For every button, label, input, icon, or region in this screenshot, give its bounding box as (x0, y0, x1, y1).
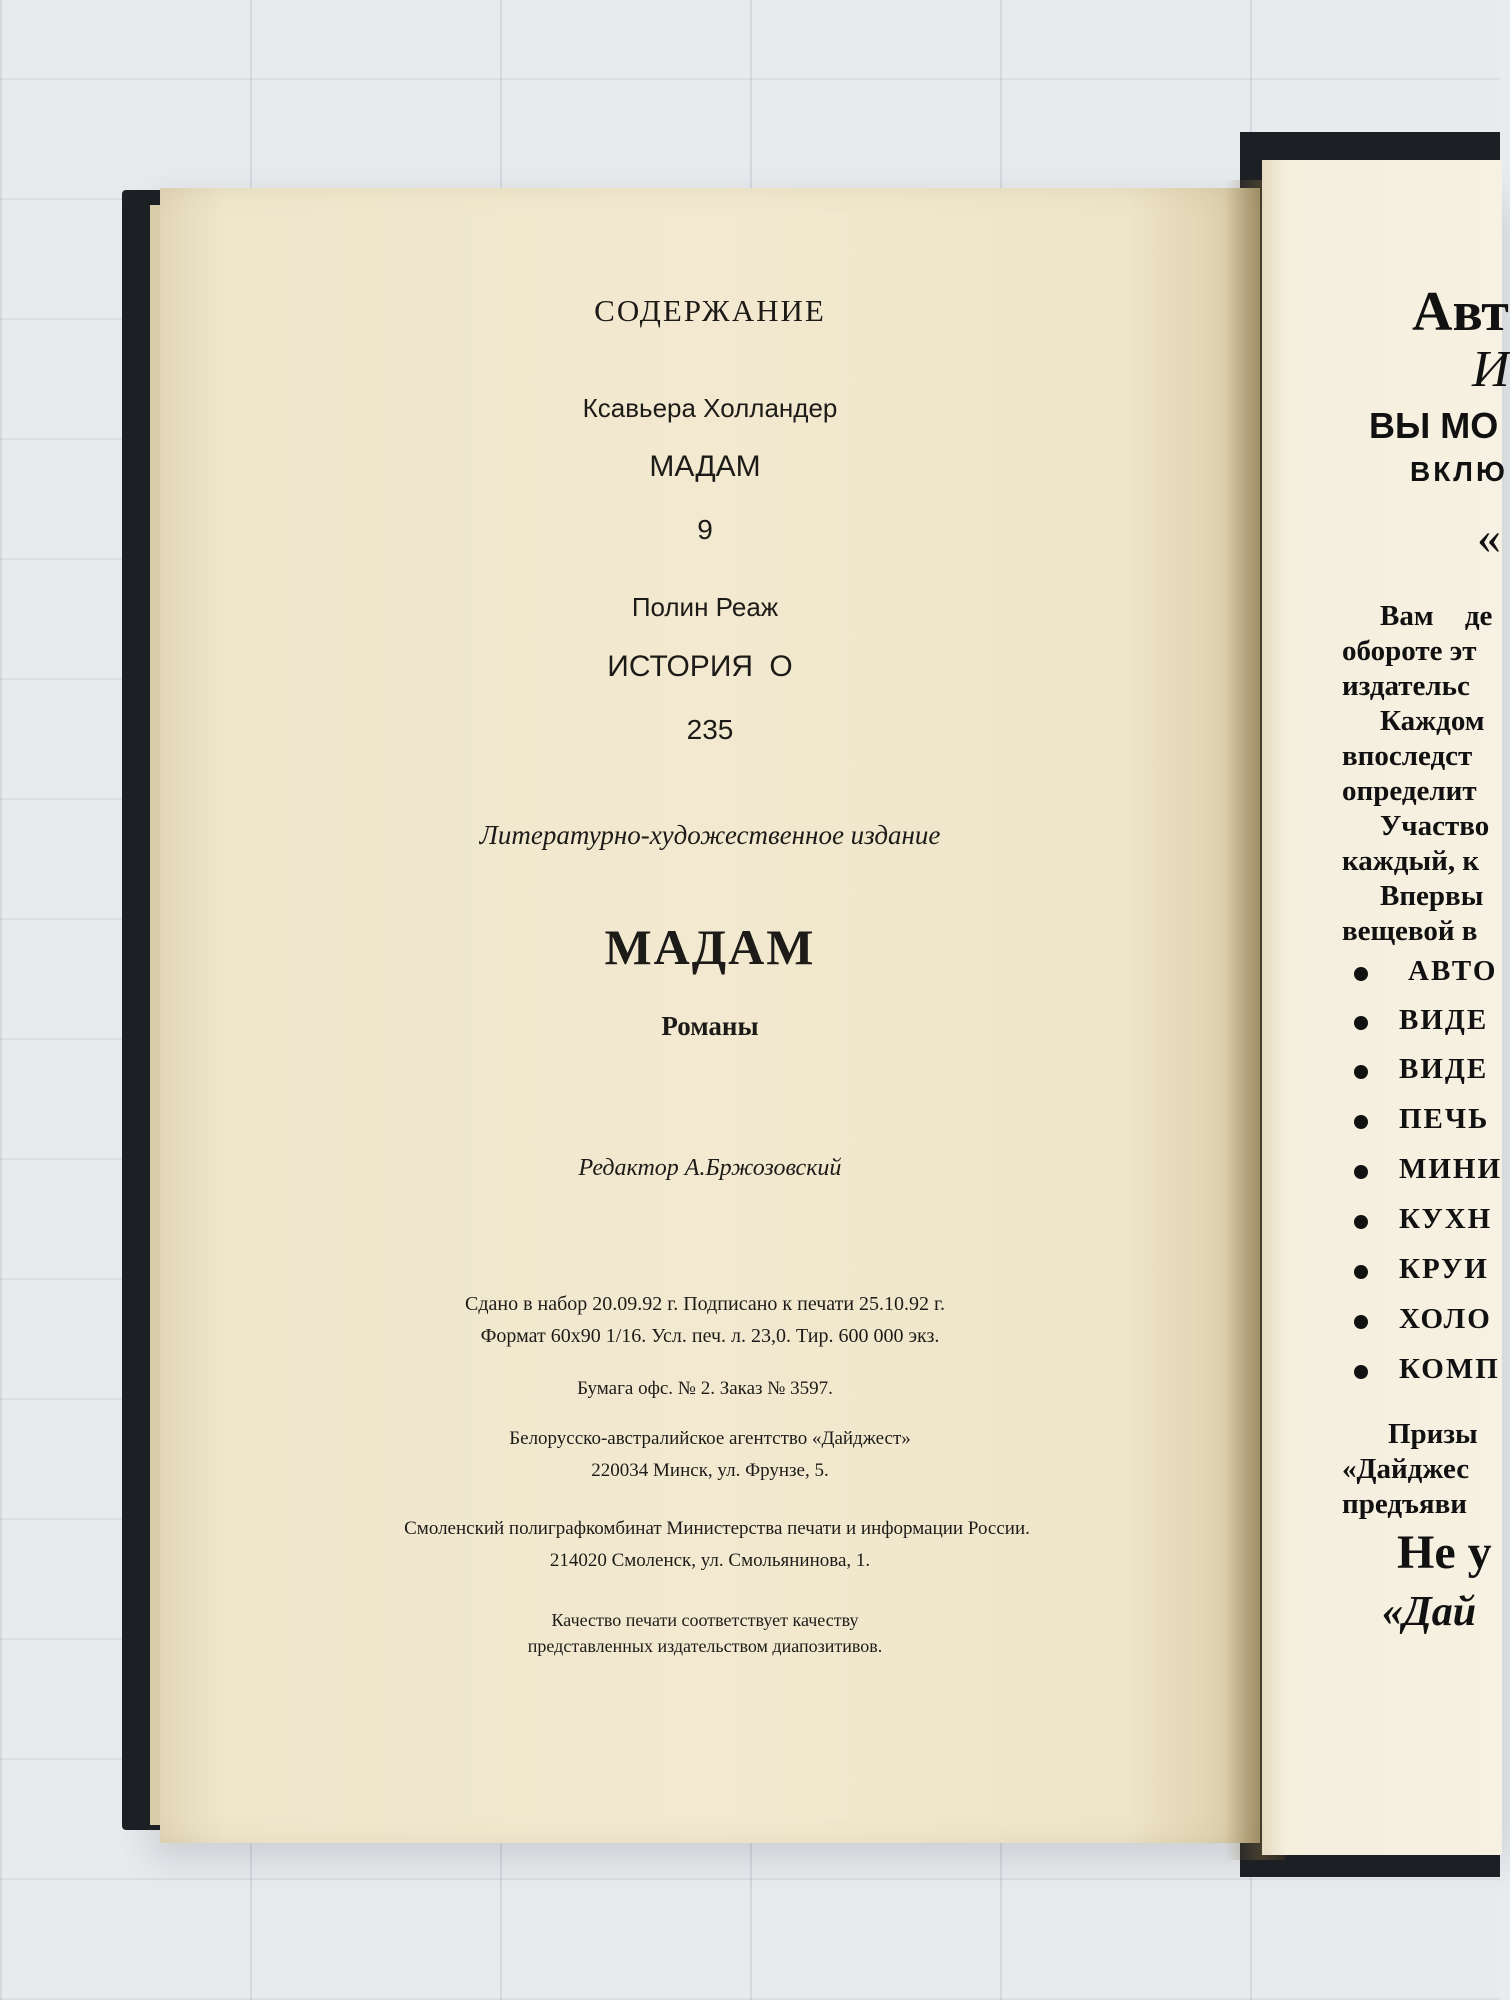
right-para-4a: Впервы (1380, 880, 1484, 912)
right-heading-2: И (1472, 341, 1510, 398)
right-slogan-2: «Дай (1382, 1589, 1477, 1635)
right-para-4b: вещевой в (1342, 915, 1478, 947)
bullet-item: АВТО (1408, 955, 1498, 987)
quality-line-2: представленных издательством диапозитивов. (527, 1636, 883, 1656)
bullet-dot (1354, 1165, 1368, 1179)
right-heading-1: Авт (1412, 281, 1509, 343)
bullet-dot (1354, 1016, 1368, 1030)
bullet-item: МИНИ (1399, 1153, 1503, 1185)
right-para-3a: Участво (1380, 810, 1490, 842)
book-subtitle: Романы (661, 1011, 759, 1041)
quality-line-1: Качество печати соответствует качеству (551, 1610, 859, 1630)
bullet-item: ВИДЕ (1399, 1004, 1489, 1036)
publisher-line-1: Белорусско-австралийское агентство «Дайджест» (509, 1428, 911, 1449)
right-para-5a: Призы (1388, 1418, 1478, 1450)
imprint-line-3: Бумага офс. № 2. Заказ № 3597. (577, 1378, 833, 1399)
contents-author-1: Ксавьера Холландер (582, 393, 838, 423)
contents-heading: СОДЕРЖАНИЕ (594, 293, 826, 328)
printer-line-1: Смоленский полиграфкомбинат Министерства печати и информации России. (404, 1518, 1030, 1539)
right-heading-4: ВКЛЮ (1410, 456, 1508, 487)
contents-page-2: 235 (686, 714, 734, 745)
contents-page-1: 9 (697, 514, 713, 545)
bullet-item: ВИДЕ (1399, 1053, 1489, 1085)
book-title: МАДАМ (604, 919, 816, 975)
bullet-dot (1354, 1265, 1368, 1279)
bullet-item: КОМП (1399, 1353, 1500, 1385)
printer-line-2: 214020 Смоленск, ул. Смольянинова, 1. (549, 1550, 871, 1571)
right-para-1c: издательс (1342, 670, 1470, 702)
bullet-dot (1354, 1315, 1368, 1329)
edition-type: Литературно-художественное издание (479, 820, 941, 850)
bullet-item: ПЕЧЬ (1399, 1103, 1490, 1135)
bullet-dot (1354, 1115, 1368, 1129)
left-page (160, 188, 1260, 1843)
right-para-2a: Каждом (1380, 705, 1485, 737)
bullet-dot (1354, 967, 1368, 981)
bullet-dot (1354, 1215, 1368, 1229)
bullet-item: ХОЛО (1399, 1303, 1492, 1335)
right-para-1b: обороте эт (1342, 635, 1477, 667)
contents-title-1: МАДАМ (649, 450, 761, 483)
publisher-line-2: 220034 Минск, ул. Фрунзе, 5. (591, 1460, 829, 1481)
bullet-item: КУХН (1399, 1203, 1493, 1235)
right-heading-3: ВЫ МО (1369, 405, 1499, 446)
right-page (1262, 160, 1510, 1855)
right-slogan-1: Не у (1397, 1526, 1492, 1579)
right-heading-5: « (1477, 511, 1501, 564)
right-para-5c: предъяви (1342, 1488, 1467, 1520)
contents-author-2: Полин Реаж (631, 592, 779, 622)
right-para-5b: «Дайджес (1342, 1453, 1470, 1485)
bullet-dot (1354, 1065, 1368, 1079)
bullet-item: КРУИ (1399, 1253, 1489, 1285)
contents-title-2: ИСТОРИЯ О (607, 650, 793, 683)
bullet-dot (1354, 1365, 1368, 1379)
imprint-line-1: Сдано в набор 20.09.92 г. Подписано к печати 25.10.92 г. (465, 1293, 945, 1315)
right-para-3b: каждый, к (1342, 845, 1480, 877)
right-para-2c: определит (1342, 775, 1477, 807)
imprint-line-2: Формат 60х90 1/16. Усл. печ. л. 23,0. Тир. 600 000 экз. (480, 1325, 940, 1347)
right-para-1a: Вам де (1380, 600, 1493, 632)
editor-credit: Редактор А.Бржозовский (578, 1155, 842, 1181)
right-para-2b: впоследст (1342, 740, 1473, 772)
